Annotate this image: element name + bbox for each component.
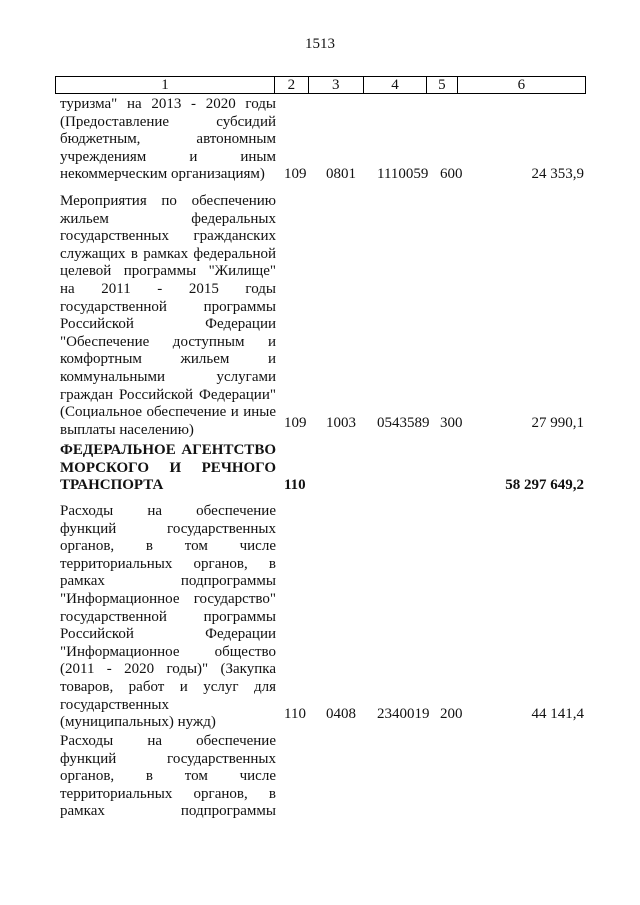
text-line: товаров, работ и услуг для [60, 678, 276, 695]
text-line: Российской Федерации [60, 626, 276, 643]
text-line: некоммерческим организациям) [60, 166, 265, 183]
text-line: Российской Федерации [60, 316, 276, 333]
row-3-amount: 58 297 649,2 [505, 477, 584, 493]
text-line: государственных [60, 696, 169, 713]
row-2-description [60, 193, 276, 439]
text-line: государственной программы [60, 608, 276, 625]
text-line: рамках подпрограммы [60, 573, 276, 590]
row-1-code-5: 600 [440, 166, 463, 182]
text-line: рамках подпрограммы [60, 803, 276, 820]
text-line: (2011 - 2020 годы)" (Закупка [60, 661, 276, 678]
row-2-amount: 27 990,1 [531, 415, 584, 431]
row-1-code-2: 109 [284, 166, 307, 182]
row-1-code-4: 1110059 [377, 166, 429, 182]
row-2-code-3: 1003 [326, 415, 356, 431]
text-line: функций государственных [60, 520, 276, 537]
row-4-code-2: 110 [284, 706, 306, 722]
text-line: территориальных органов, в [60, 555, 276, 572]
row-4-code-3: 0408 [326, 706, 356, 722]
row-1-amount: 24 353,9 [531, 166, 584, 182]
text-line: комфортным жильем и [60, 351, 276, 368]
text-line: "Информационное государство" [60, 590, 276, 607]
header-col-2: 2 [275, 77, 309, 93]
row-2-code-4: 0543589 [377, 415, 430, 431]
row-4-code-4: 2340019 [377, 706, 430, 722]
text-line: бюджетным, автономным [60, 131, 276, 148]
text-line: (муниципальных) нужд) [60, 714, 216, 731]
text-line: целевой программы "Жилище" [60, 263, 276, 280]
text-line: МОРСКОГО И РЕЧНОГО [60, 459, 276, 476]
row-2-code-2: 109 [284, 415, 307, 431]
row-5-description [60, 733, 276, 821]
text-line: "Обеспечение доступным и [60, 333, 276, 350]
text-line: территориальных органов, в [60, 785, 276, 802]
text-line: органов, в том числе [60, 768, 276, 785]
text-line: (Предоставление субсидий [60, 113, 276, 130]
text-line: на 2011 - 2015 годы [60, 280, 276, 297]
row-3-agency-title [60, 442, 276, 495]
row-1-description [60, 96, 276, 184]
text-line: государственных гражданских [60, 228, 276, 245]
header-col-3: 3 [309, 77, 364, 93]
row-3-code-2: 110 [284, 477, 306, 493]
row-4-description [60, 503, 276, 732]
row-1-code-3: 0801 [326, 166, 356, 182]
text-line: граждан Российской Федерации" [60, 386, 276, 403]
header-col-4: 4 [364, 77, 427, 93]
table-header [55, 76, 586, 94]
text-line: ТРАНСПОРТА [60, 477, 164, 494]
row-4-amount: 44 141,4 [531, 706, 584, 722]
text-line: коммунальными услугами [60, 368, 276, 385]
text-line: государственной программы [60, 298, 276, 315]
text-line: жильем федеральных [60, 210, 276, 227]
text-line: Мероприятия по обеспечению [60, 193, 276, 209]
text-line: выплаты населению) [60, 421, 194, 438]
text-line: (Социальное обеспечение и иные [60, 404, 276, 421]
text-line: туризма" на 2013 - 2020 годы [60, 96, 276, 112]
text-line: органов, в том числе [60, 538, 276, 555]
text-line: учреждениям и иным [60, 148, 276, 165]
text-line: ФЕДЕРАЛЬНОЕ АГЕНТСТВО [60, 442, 276, 458]
text-line: служащих в рамках федеральной [60, 245, 276, 262]
text-line: Расходы на обеспечение [60, 733, 276, 749]
row-4-code-5: 200 [440, 706, 463, 722]
text-line: "Информационное общество [60, 643, 276, 660]
header-col-5: 5 [427, 77, 458, 93]
page-number: 1513 [305, 36, 335, 52]
row-2-code-5: 300 [440, 415, 463, 431]
header-col-1: 1 [56, 77, 275, 93]
text-line: функций государственных [60, 750, 276, 767]
header-col-6: 6 [517, 77, 526, 93]
text-line: Расходы на обеспечение [60, 503, 276, 519]
